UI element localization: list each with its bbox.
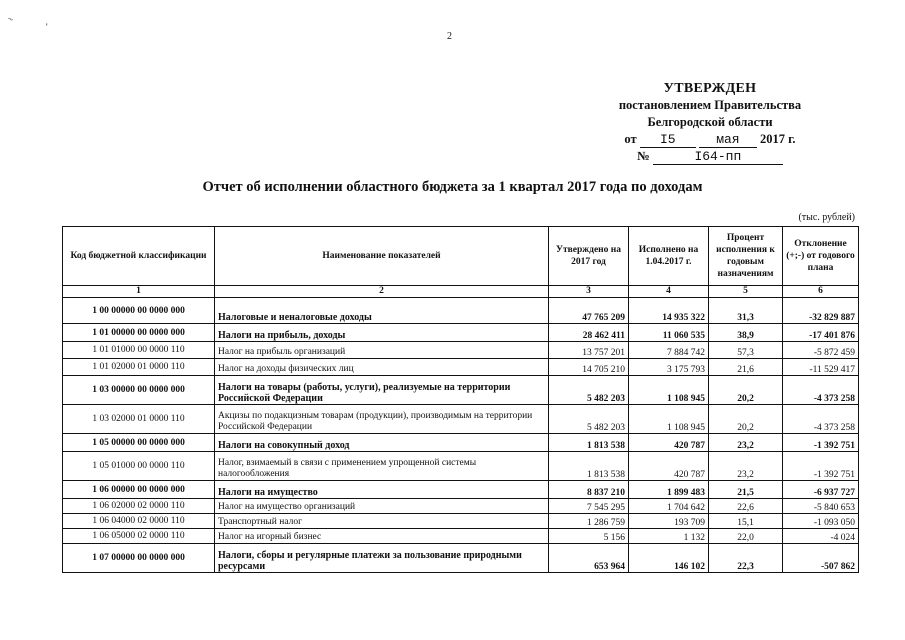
deviation-cell: -1 093 050 xyxy=(783,514,859,529)
table-row xyxy=(63,298,859,324)
name-cell: Налог на прибыль организаций xyxy=(215,342,549,359)
percent-cell: 21,6 xyxy=(709,359,783,376)
code-cell: 1 05 00000 00 0000 000 xyxy=(63,434,215,452)
page-number: 2 xyxy=(447,31,452,42)
table-row xyxy=(63,452,859,481)
percent-cell: 22,0 xyxy=(709,529,783,544)
approval-stamp xyxy=(600,80,820,165)
percent-cell: 38,9 xyxy=(709,324,783,342)
deviation-cell: -5 872 459 xyxy=(783,342,859,359)
name-cell: Налог на доходы физических лиц xyxy=(215,359,549,376)
column-number-row xyxy=(63,286,859,298)
code-cell: 1 06 02000 02 0000 110 xyxy=(63,499,215,514)
table-row xyxy=(63,324,859,342)
table-row xyxy=(63,434,859,452)
deviation-cell: -32 829 887 xyxy=(783,298,859,324)
name-cell: Налоги на имущество xyxy=(215,481,549,499)
approved-cell: 8 837 210 xyxy=(549,481,629,499)
approved-cell: 5 482 203 xyxy=(549,405,629,434)
stamp-line2: постановлением Правительства xyxy=(618,98,802,112)
name-cell: Акцизы по подакцизным товарам (продукции), производимым на территории Российской Федерации xyxy=(215,405,549,434)
table-row xyxy=(63,514,859,529)
table-row xyxy=(63,376,859,405)
code-cell: 1 07 00000 00 0000 000 xyxy=(63,544,215,573)
percent-cell: 15,1 xyxy=(709,514,783,529)
stamp-date xyxy=(600,131,820,148)
stamp-line3: Белгородской области xyxy=(647,115,773,129)
name-cell: Налоги на совокупный доход xyxy=(215,434,549,452)
column-number: 4 xyxy=(629,286,709,298)
executed-cell: 193 709 xyxy=(629,514,709,529)
column-number: 6 xyxy=(783,286,859,298)
approved-cell: 47 765 209 xyxy=(549,298,629,324)
approved-cell: 653 964 xyxy=(549,544,629,573)
code-cell: 1 03 00000 00 0000 000 xyxy=(63,376,215,405)
table-row xyxy=(63,499,859,514)
table-row xyxy=(63,481,859,499)
percent-cell: 22,6 xyxy=(709,499,783,514)
code-cell: 1 01 00000 00 0000 000 xyxy=(63,324,215,342)
code-cell: 1 06 05000 02 0000 110 xyxy=(63,529,215,544)
table-row xyxy=(63,529,859,544)
approved-cell: 7 545 295 xyxy=(549,499,629,514)
header-row xyxy=(63,227,859,286)
deviation-cell: -11 529 417 xyxy=(783,359,859,376)
name-cell: Транспортный налог xyxy=(215,514,549,529)
percent-cell: 20,2 xyxy=(709,376,783,405)
executed-cell: 14 935 322 xyxy=(629,298,709,324)
approved-cell: 14 705 210 xyxy=(549,359,629,376)
code-cell: 1 03 02000 01 0000 110 xyxy=(63,405,215,434)
deviation-cell: -4 024 xyxy=(783,529,859,544)
executed-cell: 7 884 742 xyxy=(629,342,709,359)
approved-cell: 28 462 411 xyxy=(549,324,629,342)
date-prefix: от xyxy=(624,132,637,146)
date-year: 2017 г. xyxy=(760,132,796,146)
code-cell: 1 06 04000 02 0000 110 xyxy=(63,514,215,529)
percent-cell: 23,2 xyxy=(709,452,783,481)
name-cell: Налог, взимаемый в связи с применением упрощенной системы налогообложения xyxy=(215,452,549,481)
stamp-number xyxy=(600,148,820,165)
corner-mark: ' xyxy=(46,22,48,32)
header-deviation: Отклонение (+;-) от годового плана xyxy=(783,227,859,286)
name-cell: Налоги на товары (работы, услуги), реализуемые на территории Российской Федерации xyxy=(215,376,549,405)
table-row xyxy=(63,405,859,434)
code-cell: 1 05 01000 00 0000 110 xyxy=(63,452,215,481)
deviation-cell: -1 392 751 xyxy=(783,434,859,452)
approved-cell: 5 482 203 xyxy=(549,376,629,405)
percent-cell: 21,5 xyxy=(709,481,783,499)
executed-cell: 1 108 945 xyxy=(629,405,709,434)
column-number: 2 xyxy=(215,286,549,298)
name-cell: Налоговые и неналоговые доходы xyxy=(215,298,549,324)
deviation-cell: -1 392 751 xyxy=(783,452,859,481)
name-cell: Налоги на прибыль, доходы xyxy=(215,324,549,342)
code-cell: 1 00 00000 00 0000 000 xyxy=(63,298,215,324)
deviation-cell: -507 862 xyxy=(783,544,859,573)
approved-cell: 13 757 201 xyxy=(549,342,629,359)
code-cell: 1 06 00000 00 0000 000 xyxy=(63,481,215,499)
name-cell: Налог на игорный бизнес xyxy=(215,529,549,544)
executed-cell: 1 704 642 xyxy=(629,499,709,514)
deviation-cell: -17 401 876 xyxy=(783,324,859,342)
approved-cell: 1 286 759 xyxy=(549,514,629,529)
number-prefix: № xyxy=(637,149,650,163)
table-row xyxy=(63,359,859,376)
stamp-line1: УТВЕРЖДЕН xyxy=(663,81,757,96)
deviation-cell: -6 937 727 xyxy=(783,481,859,499)
header-approved: Утверждено на 2017 год xyxy=(549,227,629,286)
executed-cell: 420 787 xyxy=(629,434,709,452)
corner-mark: ~ xyxy=(6,13,15,25)
percent-cell: 31,3 xyxy=(709,298,783,324)
approved-cell: 1 813 538 xyxy=(549,452,629,481)
name-cell: Налоги, сборы и регулярные платежи за пользование природными ресурсами xyxy=(215,544,549,573)
header-executed: Исполнено на 1.04.2017 г. xyxy=(629,227,709,286)
date-day: I5 xyxy=(640,132,696,148)
column-number: 3 xyxy=(549,286,629,298)
executed-cell: 11 060 535 xyxy=(629,324,709,342)
percent-cell: 23,2 xyxy=(709,434,783,452)
executed-cell: 3 175 793 xyxy=(629,359,709,376)
code-cell: 1 01 02000 01 0000 110 xyxy=(63,359,215,376)
report-title: Отчет об исполнении областного бюджета за 1 квартал 2017 года по доходам xyxy=(202,179,703,195)
percent-cell: 22,3 xyxy=(709,544,783,573)
deviation-cell: -4 373 258 xyxy=(783,376,859,405)
name-cell: Налог на имущество организаций xyxy=(215,499,549,514)
revenue-table xyxy=(62,226,859,573)
executed-cell: 1 132 xyxy=(629,529,709,544)
approved-cell: 5 156 xyxy=(549,529,629,544)
deviation-cell: -4 373 258 xyxy=(783,405,859,434)
table-row xyxy=(63,342,859,359)
percent-cell: 20,2 xyxy=(709,405,783,434)
deviation-cell: -5 840 653 xyxy=(783,499,859,514)
header-name: Наименование показателей xyxy=(215,227,549,286)
executed-cell: 1 108 945 xyxy=(629,376,709,405)
table-row xyxy=(63,544,859,573)
header-code: Код бюджетной классификации xyxy=(63,227,215,286)
number-value: I64-пп xyxy=(653,149,783,165)
executed-cell: 420 787 xyxy=(629,452,709,481)
executed-cell: 1 899 483 xyxy=(629,481,709,499)
column-number: 5 xyxy=(709,286,783,298)
percent-cell: 57,3 xyxy=(709,342,783,359)
column-number: 1 xyxy=(63,286,215,298)
code-cell: 1 01 01000 00 0000 110 xyxy=(63,342,215,359)
units-label: (тыс. рублей) xyxy=(798,212,855,223)
date-month: мая xyxy=(699,132,757,148)
header-percent: Процент исполнения к годовым назначениям xyxy=(709,227,783,286)
approved-cell: 1 813 538 xyxy=(549,434,629,452)
executed-cell: 146 102 xyxy=(629,544,709,573)
